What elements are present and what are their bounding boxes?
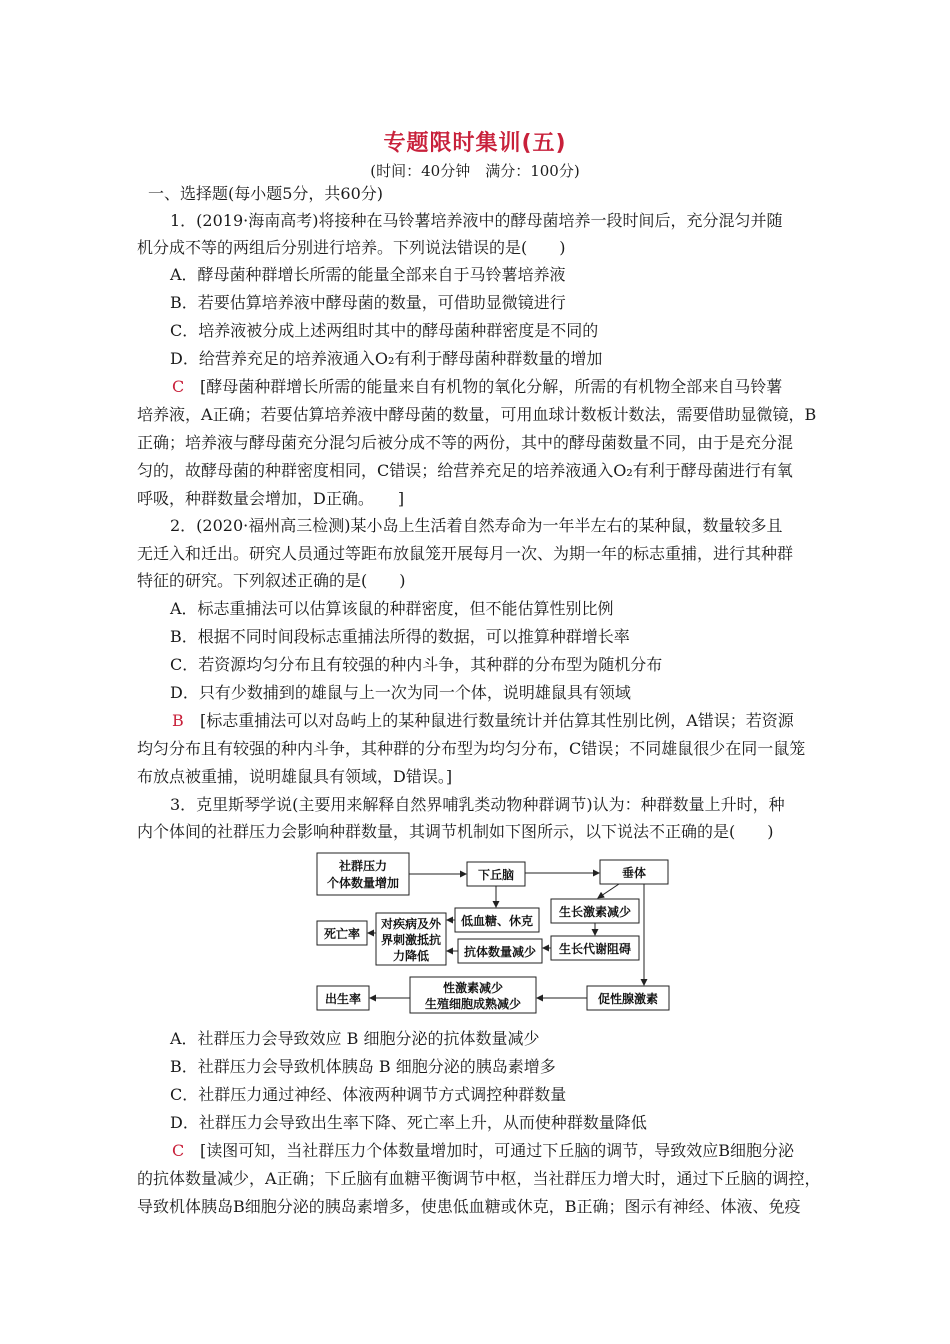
q1-explanation-line: 培养液，A正确；若要估算培养液中酵母菌的数量，可用血球计数板计数法，需要借助显微镜，B	[137, 405, 817, 424]
q3-explanation-line: 导致机体胰岛B细胞分泌的胰岛素增多，使患低血糖或休克，B正确；图示有神经、体液、免疫	[137, 1197, 801, 1216]
diagram-label: 生殖细胞成熟减少	[424, 997, 522, 1011]
diagram-label: 界刺激抵抗	[380, 933, 442, 947]
q3-explanation-line: 的抗体数量减少，A正确；下丘脑有血糖平衡调节中枢，当社群压力增大时，通过下丘脑的调控，	[137, 1169, 821, 1188]
q2-option-a: A．标志重捕法可以估算该鼠的种群密度，但不能估算性别比例	[170, 599, 614, 618]
q1-answer: C	[172, 377, 185, 396]
q2-stem-line: 无迁入和迁出。研究人员通过等距布放鼠笼开展每月一次、为期一年的标志重捕，进行其种群	[137, 544, 794, 563]
page-title: 专题限时集训(五)	[383, 131, 567, 156]
diagram-label: 垂体	[621, 866, 647, 880]
time-score-info: (时间：40分钟 满分：100分)	[370, 162, 580, 180]
q3-option-b: B．社群压力会导致机体胰岛 B 细胞分泌的胰岛素增多	[170, 1057, 556, 1076]
q3-answer: C	[172, 1141, 185, 1160]
q2-explanation-line: 布放点被重捕，说明雄鼠具有领域，D错误。]	[137, 767, 453, 786]
diagram-label: 死亡率	[323, 927, 361, 941]
diagram-arrow	[598, 884, 619, 898]
q1-stem-line: 机分成不等的两组后分别进行培养。下列说法错误的是( )	[137, 238, 566, 257]
q3-stem-line: 内个体间的社群压力会影响种群数量，其调节机制如下图所示，以下说法不正确的是( )	[137, 822, 774, 841]
q1-explanation-line: 匀的，故酵母菌的种群密度相同，C错误；给营养充足的培养液通入O₂有利于酵母菌进行有氧	[137, 461, 793, 480]
diagram-label: 对疾病及外	[380, 917, 442, 931]
q3-option-c: C．社群压力通过神经、体液两种调节方式调控种群数量	[170, 1085, 567, 1104]
q1-option-a: A．酵母菌种群增长所需的能量全部来自于马铃薯培养液	[170, 265, 566, 284]
diagram-label: 性激素减少	[442, 981, 504, 995]
q1-explanation-line: [酵母菌种群增长所需的能量来自有机物的氧化分解，所需的有机物全部来自马铃薯	[200, 377, 783, 396]
diagram-label: 促性腺激素	[597, 992, 659, 1006]
q2-explanation-line: 均匀分布且有较强的种内斗争，其种群的分布型为均匀分布，C错误；不同雄鼠很少在同一鼠笼	[137, 739, 806, 758]
q1-stem-line: 1．(2019·海南高考)将接种在马铃薯培养液中的酵母菌培养一段时间后，充分混匀并随	[170, 211, 783, 230]
q3-option-d: D．社群压力会导致出生率下降、死亡率上升，从而使种群数量降低	[170, 1113, 647, 1132]
diagram-label: 社群压力	[338, 859, 388, 873]
q2-stem-line: 2．(2020·福州高三检测)某小岛上生活着自然寿命为一年半左右的某种鼠，数量较多且	[170, 516, 783, 535]
diagram-label: 下丘脑	[477, 868, 515, 882]
q2-explanation-line: [标志重捕法可以对岛屿上的某种鼠进行数量统计并估算其性别比例，A错误；若资源	[200, 711, 794, 730]
diagram-label: 抗体数量减少	[463, 945, 537, 959]
diagram-label: 生长激素减少	[558, 905, 632, 919]
section-heading: 一、选择题(每小题5分，共60分)	[148, 184, 384, 203]
q1-explanation-line: 正确；培养液与酵母菌充分混匀后被分成不等的两份，其中的酵母菌数量不同，由于是充分混	[137, 433, 794, 452]
q1-option-d: D．给营养充足的培养液通入O₂有利于酵母菌种群数量的增加	[170, 349, 603, 368]
q2-option-d: D．只有少数捕到的雄鼠与上一次为同一个体，说明雄鼠具有领域	[170, 683, 631, 702]
diagram-label: 低血糖、休克	[460, 914, 534, 928]
q3-explanation-line: [读图可知，当社群压力个体数量增加时，可通过下丘脑的调节，导致效应B细胞分泌	[200, 1141, 795, 1160]
q1-option-b: B．若要估算培养液中酵母菌的数量，可借助显微镜进行	[170, 293, 566, 312]
q2-stem-line: 特征的研究。下列叙述正确的是( )	[137, 571, 406, 590]
diagram-label: 出生率	[324, 992, 362, 1006]
q3-stem-line: 3．克里斯琴学说(主要用来解释自然界哺乳类动物种群调节)认为：种群数量上升时，种	[170, 795, 785, 814]
q2-option-c: C．若资源均匀分布且有较强的种内斗争，其种群的分布型为随机分布	[170, 655, 663, 674]
diagram-label: 生长代谢阻碍	[558, 942, 632, 956]
regulation-flow-diagram	[314, 851, 672, 1015]
q1-option-c: C．培养液被分成上述两组时其中的酵母菌种群密度是不同的	[170, 321, 599, 340]
q3-option-a: A．社群压力会导致效应 B 细胞分泌的抗体数量减少	[170, 1029, 540, 1048]
diagram-label: 力降低	[392, 949, 430, 963]
q2-answer: B	[172, 711, 184, 730]
q1-explanation-line: 呼吸，种群数量会增加，D正确。 ]	[137, 489, 405, 508]
q2-option-b: B．根据不同时间段标志重捕法所得的数据，可以推算种群增长率	[170, 627, 630, 646]
diagram-label: 个体数量增加	[326, 876, 400, 890]
